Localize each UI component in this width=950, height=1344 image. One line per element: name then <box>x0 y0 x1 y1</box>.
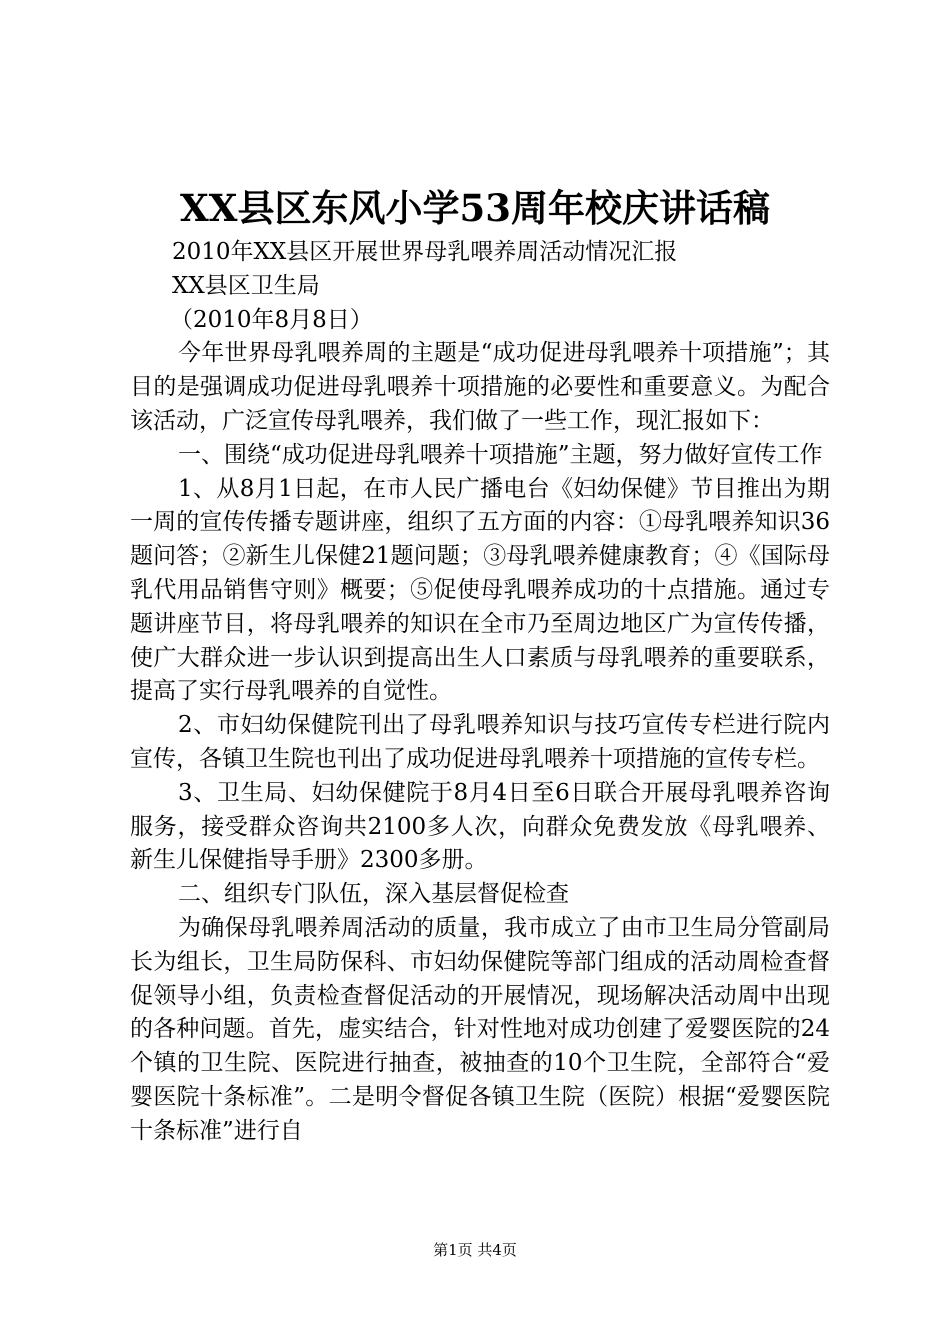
section-heading-1: 一、围绕“成功促进母乳喂养十项措施”主题，努力做好宣传工作 <box>178 441 823 468</box>
section-heading-2: 二、组织专门队伍，深入基层督促检查 <box>178 881 569 908</box>
document-body <box>130 236 830 1149</box>
document-title: XX县区东风小学53周年校庆讲话稿 <box>180 186 770 230</box>
paragraph-inspection: 为确保母乳喂养周活动的质量，我市成立了由市卫生局分管副局长为组长，卫生局防保科、市妇幼保健院等部门组成的活动周检查督促领导小组，负责检查督促活动的开展情况，现场解决活动周中出现的各种问题。首先，虚实结合，针对性地对成功创建了爱婴医院的24个镇的卫生院、医院进行抽查，被抽查的10个卫生院，全部符合“爱婴医院十条标准”。二是明令督促各镇卫生院（医院）根据“爱婴医院十条标准”进行自 <box>130 914 830 1144</box>
page-footer: 第1页 共4页 <box>433 1241 517 1259</box>
paragraph-item-1: 1、从8月1日起，在市人民广播电台《妇幼保健》节目推出为期一周的宣传传播专题讲座，组织了五方面的内容：①母乳喂养知识36题问答；②新生儿保健21题问题；③母乳喂养健康教育；④《国际母乳代用品销售守则》概要；⑤促使母乳喂养成功的十点措施。通过专题讲座节目，将母乳喂养的知识在全市乃至周边地区广为宣传传播，使广大群众进一步认识到提高出生人口素质与母乳喂养的重要联系，提高了实行母乳喂养的自觉性。 <box>130 475 830 705</box>
report-date: （2010年8月8日） <box>170 306 373 333</box>
report-heading: 2010年XX县区开展世界母乳喂养周活动情况汇报 <box>172 239 678 265</box>
report-author: XX县区卫生局 <box>172 272 320 299</box>
paragraph-intro: 今年世界母乳喂养周的主题是“成功促进母乳喂养十项措施”；其目的是强调成功促进母乳喂养十项措施的必要性和重要意义。为配合该活动，广泛宣传母乳喂养，我们做了一些工作，现汇报如下： <box>130 340 830 434</box>
paragraph-item-2: 2、市妇幼保健院刊出了母乳喂养知识与技巧宣传专栏进行院内宣传，各镇卫生院也刊出了成功促进母乳喂养十项措施的宣传专栏。 <box>130 712 830 772</box>
paragraph-item-3: 3、卫生局、妇幼保健院于8月4日至6日联合开展母乳喂养咨询服务，接受群众咨询共2100多人次，向群众免费发放《母乳喂养、新生儿保健指导手册》2300多册。 <box>130 779 830 874</box>
